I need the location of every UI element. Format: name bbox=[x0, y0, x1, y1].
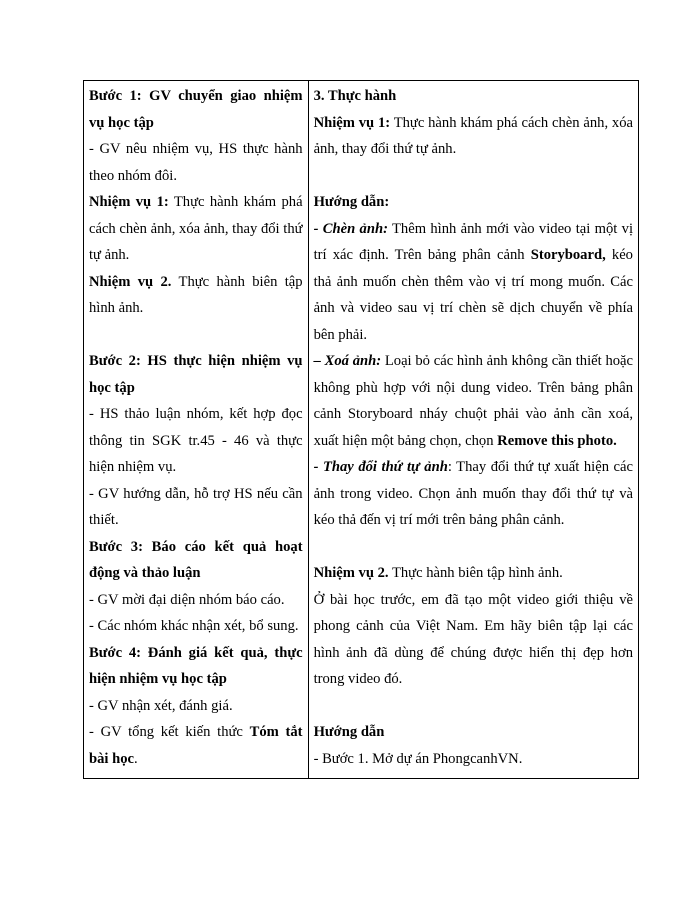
reorder-paragraph bbox=[314, 454, 633, 534]
step3-title: Bước 3: Báo cáo kết quả hoạt động và thảo luận bbox=[89, 538, 303, 581]
guide1-title: Hướng dẫn: bbox=[313, 194, 390, 210]
delete-remove: Remove this photo. bbox=[497, 432, 617, 449]
delete-text: Loại bỏ các hình ảnh không cần thiết hoặc không phù hợp với nội dung video. Trên bảng phân cảnh Storyboard nháy chuột phải vào ảnh cần xoá, xuất hiện một bảng chọn, chọn bbox=[313, 353, 633, 449]
step3-line2: - Các nhóm khác nhận xét, bổ sung. bbox=[89, 618, 299, 634]
lesson-table bbox=[83, 80, 639, 779]
spacer bbox=[89, 322, 303, 349]
step1-task1-label: Nhiệm vụ 1: bbox=[89, 194, 169, 210]
reorder-text: : Thay đổi thứ tự xuất hiện các ảnh trong video. Chọn ảnh muốn thay đổi thứ tự và kéo thả đến vị trí mới trên bảng phân cảnh. bbox=[313, 459, 633, 528]
task1-label: Nhiệm vụ 1: bbox=[313, 114, 391, 131]
guide2-step1: - Bước 1. Mở dự án PhongcanhVN. bbox=[313, 750, 523, 767]
step4-line1: - GV nhận xét, đánh giá. bbox=[89, 697, 233, 714]
task2 bbox=[314, 560, 633, 587]
spacer bbox=[314, 534, 633, 561]
step1-task2 bbox=[89, 269, 303, 322]
step4-line2 bbox=[89, 719, 303, 772]
step1-task2-label: Nhiệm vụ 2. bbox=[89, 273, 172, 290]
spacer bbox=[314, 163, 633, 190]
step2-line2: - GV hướng dẫn, hỗ trợ HS nếu cần thiết. bbox=[89, 485, 303, 528]
task2-text: Thực hành biên tập hình ảnh. bbox=[388, 565, 563, 581]
delete-paragraph bbox=[314, 348, 633, 454]
section-title: 3. Thực hành bbox=[313, 88, 397, 104]
step4-line2-bold: Tóm tắt bài học bbox=[89, 724, 303, 767]
step3-line1: - GV mời đại diện nhóm báo cáo. bbox=[89, 591, 285, 608]
insert-text-1: Thêm hình ảnh mới vào video tại một vị trí xác định. Trên bảng phân cảnh bbox=[313, 220, 633, 263]
task2-description: Ở bài học trước, em đã tạo một video giới thiệu về phong cảnh của Việt Nam. Em hãy biên tập lại các hình ảnh đã dùng để chúng được hiển thị đẹp hơn trong video đó. bbox=[313, 591, 633, 687]
task2-label: Nhiệm vụ 2. bbox=[313, 565, 389, 581]
reorder-label: - Thay đổi thứ tự ảnh bbox=[313, 459, 448, 475]
step4-title: Bước 4: Đánh giá kết quả, thực hiện nhiệm vụ học tập bbox=[89, 644, 303, 687]
step4-line2-suffix: . bbox=[134, 750, 138, 767]
step2-title: Bước 2: HS thực hiện nhiệm vụ học tập bbox=[89, 353, 303, 396]
step1-title: Bước 1: GV chuyển giao nhiệm vụ học tập bbox=[89, 88, 303, 131]
step4-line2-prefix: - GV tổng kết kiến thức bbox=[89, 724, 250, 740]
spacer bbox=[314, 693, 633, 720]
table-row bbox=[84, 81, 639, 779]
step1-task1 bbox=[89, 189, 303, 269]
delete-label: – Xoá ảnh: bbox=[313, 353, 382, 369]
teacher-activity-column bbox=[84, 81, 309, 779]
step1-task1-text: Thực hành khám phá cách chèn ảnh, xóa ảnh, thay đổi thứ tự ảnh. bbox=[89, 194, 303, 263]
content-column bbox=[308, 81, 638, 779]
guide2-title: Hướng dẫn bbox=[313, 724, 385, 740]
insert-paragraph bbox=[314, 216, 633, 349]
insert-storyboard: Storyboard, bbox=[530, 247, 606, 263]
insert-label: - Chèn ảnh: bbox=[313, 220, 388, 237]
task1-text: Thực hành khám phá cách chèn ảnh, xóa ảnh, thay đổi thứ tự ảnh. bbox=[313, 114, 634, 157]
task1 bbox=[314, 110, 633, 163]
insert-text-2: kéo thả ảnh muốn chèn thêm vào vị trí mong muốn. Các ảnh và video sau vị trí chèn sẽ dịch chuyển về phía bên phải. bbox=[313, 247, 633, 343]
step1-line1: - GV nêu nhiệm vụ, HS thực hành theo nhóm đôi. bbox=[89, 141, 303, 184]
step1-task2-text: Thực hành biên tập hình ảnh. bbox=[89, 273, 303, 316]
step2-line1: - HS thảo luận nhóm, kết hợp đọc thông tin SGK tr.45 - 46 và thực hiện nhiệm vụ. bbox=[89, 406, 303, 475]
